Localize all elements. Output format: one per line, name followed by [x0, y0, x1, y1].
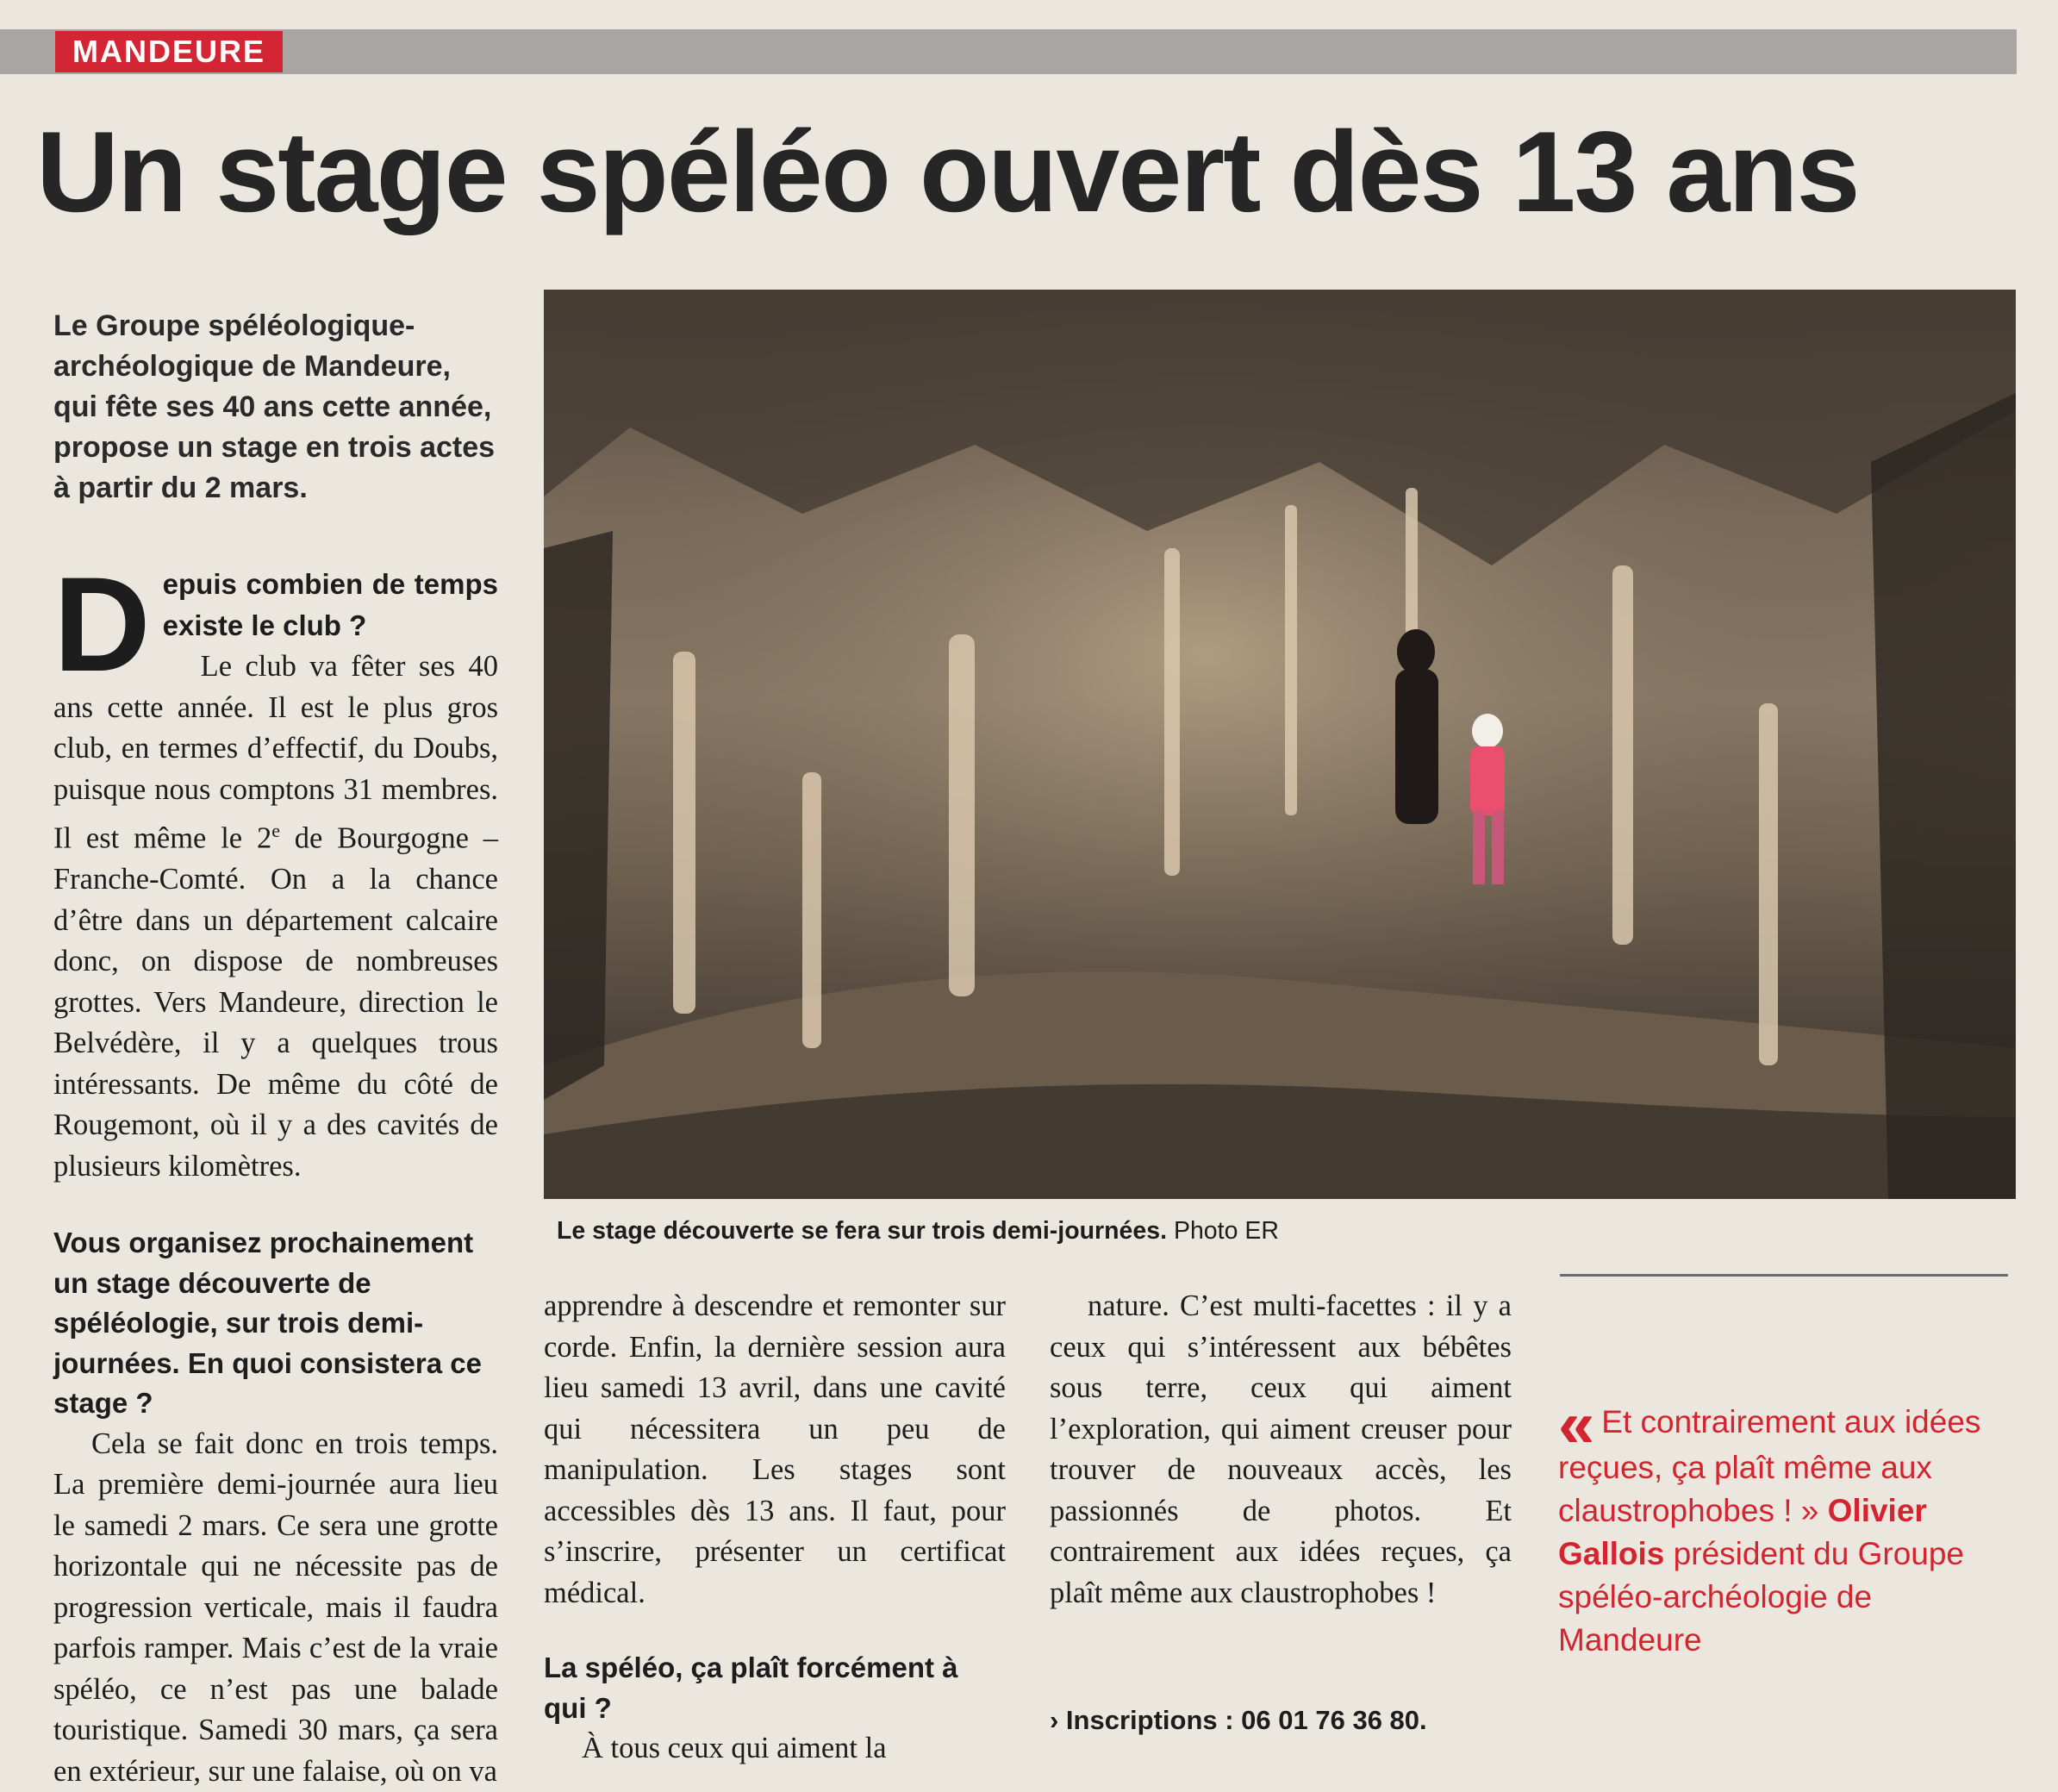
cave-photo-art	[544, 290, 2016, 1199]
column-1	[53, 565, 498, 1792]
inscriptions: › Inscriptions : 06 01 76 36 80.	[1050, 1702, 1427, 1739]
quote-rule	[1560, 1274, 2008, 1277]
question-1: epuis combien de temps existe le club ?	[163, 568, 498, 641]
answer-2-part-1: Cela se fait donc en trois temps. La première demi-journée aura lieu le samedi 2 mars. Ce sera une grotte horizontale qui ne nécessite pas de progression verticale, mais il faudra parfois ramper. Mais c’est de la vraie spéléo, ce n’est pas une balade touristique. Samedi 30 mars, ça sera en extérieur, sur une falaise, où on va	[53, 1424, 498, 1792]
column-3	[1050, 1286, 1512, 1614]
pull-quote	[1558, 1401, 2024, 1662]
question-2: Vous organisez prochainement un stage découverte de spéléologie, sur trois demi-journées. En quoi consistera ce stage ?	[53, 1223, 498, 1424]
rubric-bar	[0, 29, 2017, 74]
drop-cap: D	[53, 573, 151, 677]
chapo: Le Groupe spéléologique-archéologique de Mandeure, qui fête ses 40 ans cette année, propose un stage en trois actes à partir du 2 mars.	[53, 306, 502, 509]
cave-photo	[544, 290, 2016, 1199]
rubric-label: MANDEURE	[55, 31, 283, 72]
quote-author: Olivier Gallois	[1558, 1493, 1927, 1571]
photo-caption: Le stage découverte se fera sur trois demi-journées. Photo ER	[557, 1214, 1279, 1248]
shadow-figure	[1395, 629, 1438, 824]
photo-credit: Photo ER	[1174, 1217, 1279, 1245]
column-2	[544, 1286, 1006, 1770]
question-3: La spéléo, ça plaît forcément à qui ?	[544, 1648, 1006, 1728]
answer-3-part-1: À tous ceux qui aiment la	[544, 1728, 1006, 1770]
answer-1: Le club va fêter ses 40 ans cette année. Il est le plus gros club, en termes d’effectif, du Doubs, puisque nous comptons 31 membres. Il est même le 2e de Bourgogne – Franche-Comté. On a la chance d’être dans un département calcaire donc, on dispose de nombreuses grottes. Vers Mandeure, direction le Belvédère, il y a quelques trous intéressants. De même du côté de Rougemont, où il y a des cavités de plusieurs kilomètres.	[53, 646, 498, 1187]
answer-3-part-2: nature. C’est multi-facettes : il y a ceux qui s’intéressent aux bébêtes sous terre, ceux qui aiment l’exploration, qui aiment creuser pour trouver de nouveaux accès, les passionnés de photos. Et contrairement aux idées reçues, ça plaît même aux claustrophobes !	[1050, 1286, 1512, 1614]
headline: Un stage spéléo ouvert dès 13 ans	[36, 103, 1859, 241]
pull-quote-text: Et contrairement aux idées reçues, ça plaît même aux claustrophobes ! »	[1558, 1404, 1980, 1528]
answer-2-part-2: apprendre à descendre et remonter sur corde. Enfin, la dernière session aura lieu samedi 13 avril, dans une cavité qui nécessitera un peu de manipulation. Les stages sont accessibles dès 13 ans. Il faut, pour s’inscrire, présenter un certificat médical.	[544, 1286, 1006, 1614]
quote-mark: «	[1558, 1388, 1594, 1461]
quote-author-role: président du Groupe spéléo-archéologie de Mandeure	[1558, 1536, 1964, 1658]
